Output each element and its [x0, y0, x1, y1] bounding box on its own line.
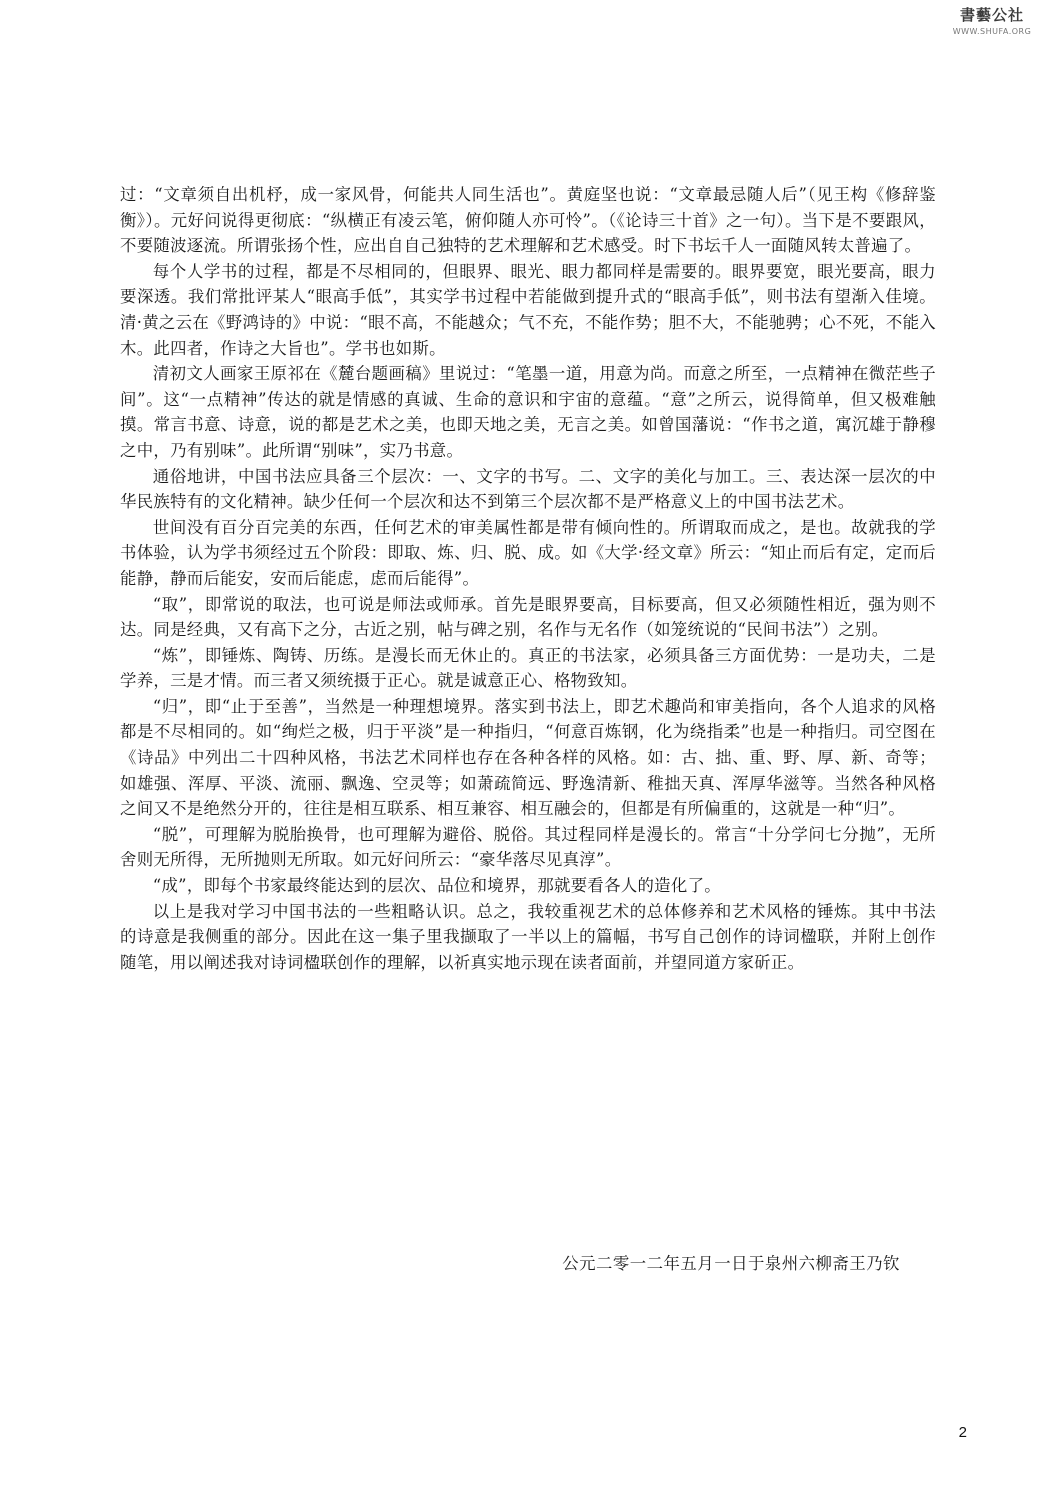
watermark-url: WWW.SHUFA.ORG — [952, 27, 1032, 36]
page-number: 2 — [958, 1424, 967, 1441]
paragraph-10: “成”，即每个书家最终能达到的层次、品位和境界，那就要看各人的造化了。 — [152, 876, 721, 896]
paragraph-4: 通俗地讲，中国书法应具备三个层次：一、文字的书写。二、文字的美化与加工。三、表达深一层次的中华民族特有的文化精神。缺少任何一个层次和达不到第三个层次都不是严格意义上的中国书法艺术。 — [120, 466, 936, 512]
paragraph-2: 每个人学书的过程，都是不尽相同的，但眼界、眼光、眼力都同样是需要的。眼界要宽，眼光要高，眼力要深透。我们常批评某人“眼高手低”，其实学书过程中若能做到提升式的“眼高手低”，则书法有望渐入佳境。清·黄之云在《野鸿诗的》中说：“眼不高，不能越众；气不充，不能作势；胆不大，不能驰骋；心不死，不能入木。此四者，作诗之大旨也”。学书也如斯。 — [120, 261, 936, 358]
paragraph-9: “脱”，可理解为脱胎换骨，也可理解为避俗、脱俗。其过程同样是漫长的。常言“十分学问七分抛”，无所舍则无所得，无所抛则无所取。如元好问所云：“豪华落尽见真淳”。 — [120, 824, 936, 870]
watermark-logo — [947, 4, 1037, 44]
signature-line: 公元二零一二年五月一日于泉州六柳斋王乃钦 — [562, 1254, 900, 1273]
paragraph-3: 清初文人画家王原祁在《麓台题画稿》里说过：“笔墨一道，用意为尚。而意之所至，一点精神在微茫些子间”。这“一点精神”传达的就是情感的真诚、生命的意识和宇宙的意蕴。“意”之所云，说得简单，但又极难触摸。常言书意、诗意，说的都是艺术之美，也即天地之美，无言之美。如曾国藩说：“作书之道，寓沉雄于静穆之中，乃有别味”。此所谓“别味”，实乃书意。 — [120, 364, 936, 460]
watermark-title: 書藝公社 — [959, 6, 1024, 24]
paragraph-1: 过：“文章须自出机杼，成一家风骨，何能共人同生活也”。黄庭坚也说：“文章最忌随人后”（见王构《修辞鉴衡》）。元好问说得更彻底：“纵横正有凌云笔，俯仰随人亦可怜”。（《论诗三十首》之一句）。当下是不要跟风，不要随波逐流。所谓张扬个性，应出自自己独特的艺术理解和艺术感受。时下书坛千人一面随风转太普遍了。 — [120, 185, 936, 256]
paragraph-11: 以上是我对学习中国书法的一些粗略认识。总之，我较重视艺术的总体修养和艺术风格的锤炼。其中书法的诗意是我侧重的部分。因此在这一集子里我撷取了一半以上的篇幅，书写自己创作的诗词楹联，并附上创作随笔，用以阐述我对诗词楹联创作的理解，以祈真实地示现在读者面前，并望同道方家斫正。 — [120, 901, 936, 972]
document-body — [120, 182, 936, 975]
paragraph-5: 世间没有百分百完美的东西，任何艺术的审美属性都是带有倾向性的。所谓取而成之，是也。故就我的学书体验，认为学书须经过五个阶段：即取、炼、归、脱、成。如《大学·经文章》所云：“知止而后有定，定而后能静，静而后能安，安而后能虑，虑而后能得”。 — [120, 517, 936, 588]
paragraph-7: “炼”，即锤炼、陶铸、历练。是漫长而无休止的。真正的书法家，必须具备三方面优势：一是功夫，二是学养，三是才情。而三者又须统摄于正心。就是诚意正心、格物致知。 — [120, 645, 936, 691]
paragraph-8: “归”，即“止于至善”，当然是一种理想境界。落实到书法上，即艺术趣尚和审美指向，各个人追求的风格都是不尽相同的。如“绚烂之极，归于平淡”是一种指归，“何意百炼钢，化为绕指柔”也是一种指归。司空图在《诗品》中列出二十四种风格，书法艺术同样也存在各种各样的风格。如：古、拙、重、野、厚、新、奇等；如雄强、浑厚、平淡、流丽、飘逸、空灵等；如萧疏简远、野逸清新、稚拙天真、浑厚华滋等。当然各种风格之间又不是绝然分开的，往往是相互联系、相互兼容、相互融会的，但都是有所偏重的，这就是一种“归”。 — [120, 696, 936, 819]
paragraph-6: “取”，即常说的取法，也可说是师法或师承。首先是眼界要高，目标要高，但又必须随性相近，强为则不达。同是经典，又有高下之分，古近之别，帖与碑之别，名作与无名作（如笼统说的“民间书法”）之别。 — [120, 594, 936, 640]
